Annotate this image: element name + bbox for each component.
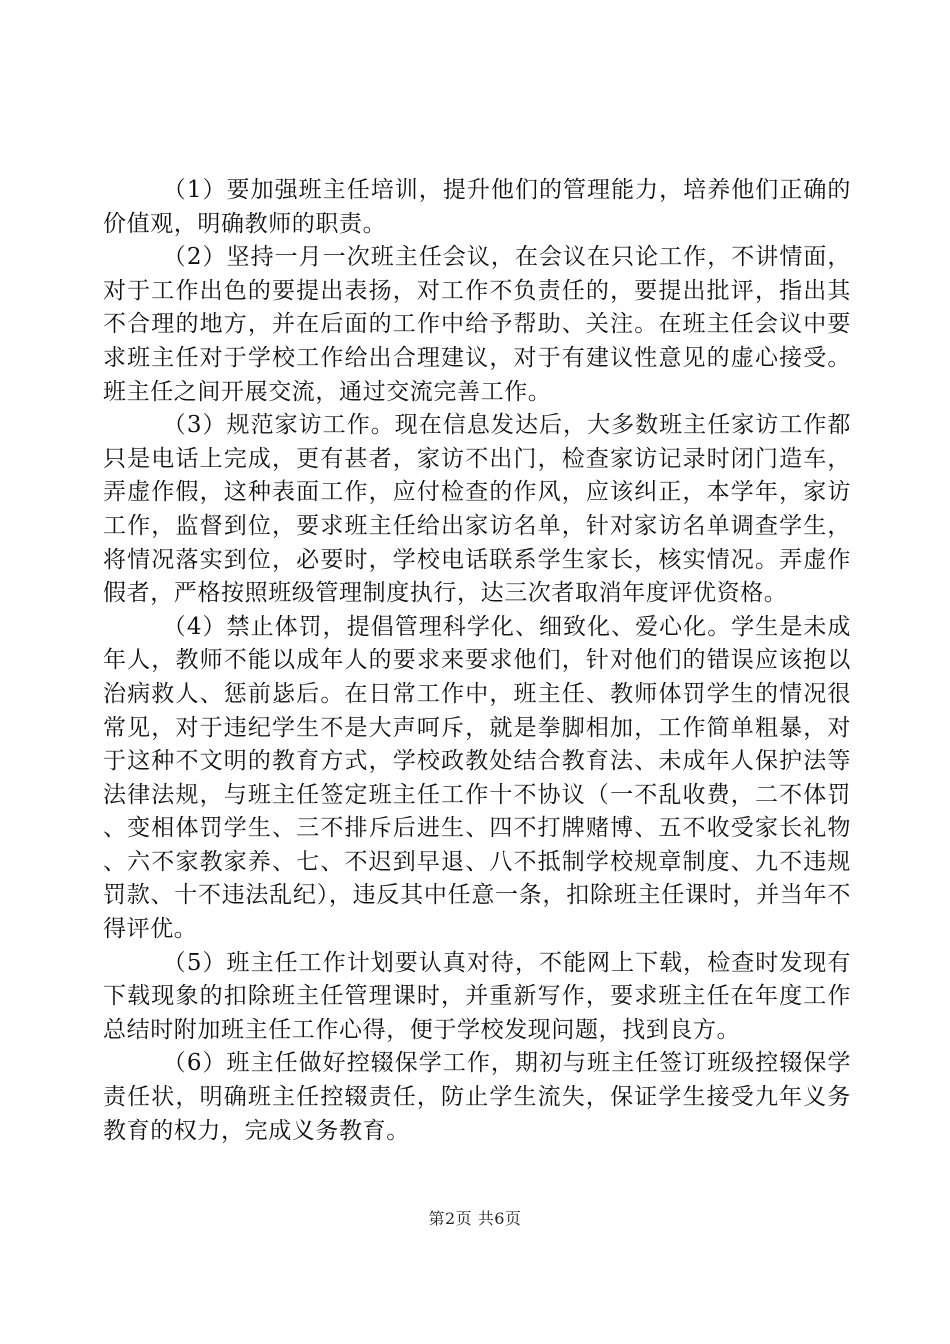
paragraph-meetings: （2）坚持一月一次班主任会议，在会议在只论工作，不讲情面，对于工作出色的要提出表扬，对工作不负责任的，要提出批评，指出其不合理的地方，并在后面的工作中给予帮助、关注。在班主任会议中要求班主任对于学校工作给出合理建议，对于有建议性意见的虚心接受。班主任之间开展交流，通过交流完善工作。 xyxy=(103,244,851,405)
paragraph-dropout-control: （6）班主任做好控辍保学工作，期初与班主任签订班级控辍保学责任状，明确班主任控辍责任，防止学生流失，保证学生接受九年义务教育的权力，完成义务教育。 xyxy=(103,1050,851,1144)
paragraph-training: （1）要加强班主任培训，提升他们的管理能力，培养他们正确的价值观，明确教师的职责。 xyxy=(103,177,851,237)
paragraph-no-corporal-punishment: （4）禁止体罚，提倡管理科学化、细致化、爱心化。学生是未成年人，教师不能以成年人的要求来要求他们，针对他们的错误应该抱以治病救人、惩前毖后。在日常工作中，班主任、教师体罚学生的情况很常见，对于违纪学生不是大声呵斥，就是拳脚相加，工作简单粗暴，对于这种不文明的教育方式，学校政教处结合教育法、未成年人保护法等法律法规，与班主任签定班主任工作十不协议（一不乱收费，二不体罚、变相体罚学生、三不排斥后进生、四不打牌赌博、五不收受家长礼物、六不家教家养、七、不迟到早退、八不抵制学校规章制度、九不违规罚款、十不违法乱纪），违反其中任意一条，扣除班主任课时，并当年不得评优。 xyxy=(103,613,851,943)
page-number-footer: 第2页 共6页 xyxy=(428,1209,522,1228)
paragraph-work-plan: （5）班主任工作计划要认真对待，不能网上下载，检查时发现有下载现象的扣除班主任管理课时，并重新写作，要求班主任在年度工作总结时附加班主任工作心得，便于学校发现问题，找到良方。 xyxy=(103,949,851,1043)
document-body xyxy=(103,174,851,1148)
paragraph-home-visits: （3）规范家访工作。现在信息发达后，大多数班主任家访工作都只是电话上完成，更有甚者，家访不出门，检查家访记录时闭门造车，弄虚作假，这种表面工作，应付检查的作风，应该纠正，本学年，家访工作，监督到位，要求班主任给出家访名单，针对家访名单调查学生，将情况落实到位，必要时，学校电话联系学生家长，核实情况。弄虚作假者，严格按照班级管理制度执行，达三次者取消年度评优资格。 xyxy=(103,412,851,607)
